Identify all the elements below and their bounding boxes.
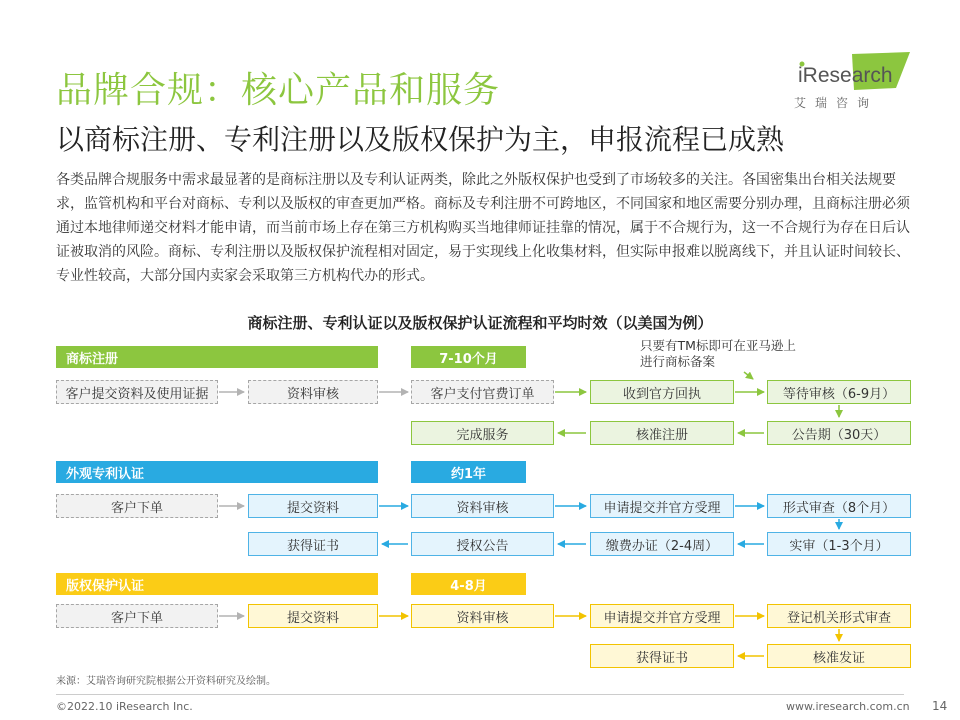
copyright-text: ©2022.10 iResearch Inc. [56, 700, 193, 713]
trademark-section-label: 商标注册 [56, 346, 378, 368]
copyright-step-2: 提交资料 [248, 604, 378, 628]
trademark-step-6: 公告期（30天） [767, 421, 911, 445]
amazon-note [640, 338, 796, 370]
copyright-section-label: 版权保护认证 [56, 573, 378, 595]
copyright-step-6: 核准发证 [767, 644, 911, 668]
website-link[interactable]: www.iresearch.com.cn [786, 700, 910, 713]
page-subtitle: 以商标注册、专利注册以及版权保护为主，申报流程已成熟 [56, 123, 785, 156]
trademark-step-1: 客户提交资料及使用证据 [56, 380, 218, 404]
trademark-duration: 7-10个月 [411, 346, 526, 368]
copyright-duration: 4-8月 [411, 573, 526, 595]
copyright-step-5: 登记机关形式审查 [767, 604, 911, 628]
footer-divider [56, 694, 904, 695]
logo-mark [792, 52, 912, 92]
patent-step-7: 缴费办证（2-4周） [590, 532, 734, 556]
source-note: 来源：艾瑞咨询研究院根据公开资料研究及绘制。 [56, 676, 276, 687]
patent-step-8: 授权公告 [411, 532, 554, 556]
logo-subtitle: 艾瑞咨询 [794, 96, 879, 110]
page-title: 品牌合规：核心产品和服务 [56, 70, 501, 111]
amazon-note-line1: 只要有TM标即可在亚马逊上 [640, 338, 796, 353]
logo-name: iResearch [798, 64, 893, 87]
trademark-step-2: 资料审核 [248, 380, 378, 404]
note-pointer [744, 372, 753, 379]
trademark-step-5: 等待审核（6-9月） [767, 380, 911, 404]
iresearch-logo [792, 52, 912, 112]
patent-step-2: 提交资料 [248, 494, 378, 518]
copyright-step-3: 资料审核 [411, 604, 554, 628]
patent-duration: 约1年 [411, 461, 526, 483]
copyright-step-7: 获得证书 [590, 644, 734, 668]
copyright-step-1: 客户下单 [56, 604, 218, 628]
page-number: 14 [932, 699, 948, 713]
patent-step-5: 形式审查（8个月） [767, 494, 911, 518]
patent-step-6: 实审（1-3个月） [767, 532, 911, 556]
patent-section-label: 外观专利认证 [56, 461, 378, 483]
trademark-step-4: 收到官方回执 [590, 380, 734, 404]
trademark-step-8: 完成服务 [411, 421, 554, 445]
trademark-step-3: 客户支付官费订单 [411, 380, 554, 404]
trademark-step-7: 核准注册 [590, 421, 734, 445]
patent-step-9: 获得证书 [248, 532, 378, 556]
body-paragraph: 各类品牌合规服务中需求最显著的是商标注册以及专利认证两类，除此之外版权保护也受到了市场较多的关注。各国密集出台相关法规要求，监管机构和平台对商标、专利以及版权的审查更加严格。商标及专利注册不可跨地区，不同国家和地区需要分别办理，且商标注册必须通过本地律师递交材料才能申请，而当前市场上存在第三方机构购买当地律师证挂靠的情况，属于不合规行为，这一不合规行为存在日后认证被取消的风险。商标、专利注册以及版权保护流程相对固定，易于实现线上化收集材料，但实际申报难以脱离线下，并且认证时间较长、专业性较高，大部分国内卖家会采取第三方机构代办的形式。 [56, 172, 910, 284]
patent-step-4: 申请提交并官方受理 [590, 494, 734, 518]
chart-title: 商标注册、专利认证以及版权保护认证流程和平均时效（以美国为例） [247, 314, 713, 332]
patent-step-3: 资料审核 [411, 494, 554, 518]
amazon-note-line2: 进行商标备案 [640, 354, 716, 369]
patent-step-1: 客户下单 [56, 494, 218, 518]
copyright-step-4: 申请提交并官方受理 [590, 604, 734, 628]
